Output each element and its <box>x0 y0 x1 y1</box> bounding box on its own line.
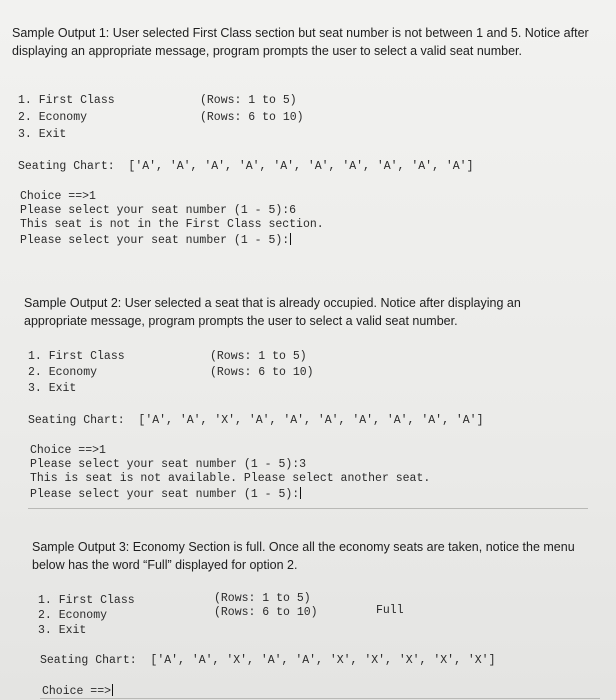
sample-1-menu-rows-1: (Rows: 1 to 5) <box>200 94 297 107</box>
sample-1-description: Sample Output 1: User selected First Class section but seat number is not between 1 and 5. Notice after displaying an appropriate message, program prompts the user to select a valid seat number. <box>12 26 589 58</box>
sample-2-menu-rows-2: (Rows: 6 to 10) <box>210 366 314 379</box>
sample-3-console-line-1: Choice ==> <box>42 685 112 698</box>
sample-3-menu-rows-1: (Rows: 1 to 5) <box>214 592 311 605</box>
sample-1-menu-item-1: 1. First Class <box>18 94 115 107</box>
sample-2-console-line-1: Choice ==>1 <box>30 444 106 457</box>
sample-2-console-line-4: Please select your seat number (1 - 5): <box>30 488 300 501</box>
sample-2-description: Sample Output 2: User selected a seat that is already occupied. Notice after displaying an appropriate message, program prompts the user to select a valid seat number. <box>24 296 521 328</box>
sample-2-menu-item-1: 1. First Class <box>28 350 125 363</box>
sample-2-menu-item-2: 2. Economy <box>28 366 98 379</box>
sample-1-menu-item-3: 3. Exit <box>18 128 67 141</box>
sample-1-menu-item-2: 2. Economy <box>18 111 88 124</box>
sample-3-menu-item-3: 3. Exit <box>38 624 87 637</box>
sample-3-menu-item-1: 1. First Class <box>38 594 135 607</box>
sample-3-menu-item-2: 2. Economy <box>38 609 108 622</box>
sample-1-menu-rows-2: (Rows: 6 to 10) <box>200 111 304 124</box>
sample-3-description: Sample Output 3: Economy Section is full. Once all the economy seats are taken, notice the menu below has the word “Full” displayed for option 2. <box>32 540 575 572</box>
sample-3-seating-chart: Seating Chart: ['A', 'A', 'X', 'A', 'A', 'X', 'X', 'X', 'X', 'X'] <box>40 654 496 667</box>
text-cursor-icon <box>112 684 113 696</box>
sample-2-menu-rows-1: (Rows: 1 to 5) <box>210 350 307 363</box>
sample-1-console-line-4: Please select your seat number (1 - 5): <box>20 234 290 247</box>
divider <box>28 508 588 509</box>
sample-2-console-line-2: Please select your seat number (1 - 5):3 <box>30 458 307 471</box>
sample-2-menu-item-3: 3. Exit <box>28 382 77 395</box>
sample-1-console-line-2: Please select your seat number (1 - 5):6 <box>20 204 297 217</box>
divider <box>40 698 600 699</box>
text-cursor-icon <box>300 487 301 499</box>
sample-1-console-line-1: Choice ==>1 <box>20 190 96 203</box>
sample-1-seating-chart: Seating Chart: ['A', 'A', 'A', 'A', 'A', 'A', 'A', 'A', 'A', 'A'] <box>18 160 474 173</box>
text-cursor-icon <box>290 233 291 245</box>
sample-1-console-line-3: This seat is not in the First Class section. <box>20 218 324 231</box>
sample-2-seating-chart: Seating Chart: ['A', 'A', 'X', 'A', 'A', 'A', 'A', 'A', 'A', 'A'] <box>28 414 484 427</box>
sample-3-full-indicator: Full <box>376 604 404 617</box>
sample-2-console-line-3: This is seat is not available. Please select another seat. <box>30 472 431 485</box>
sample-3-menu-rows-2: (Rows: 6 to 10) <box>214 606 318 619</box>
